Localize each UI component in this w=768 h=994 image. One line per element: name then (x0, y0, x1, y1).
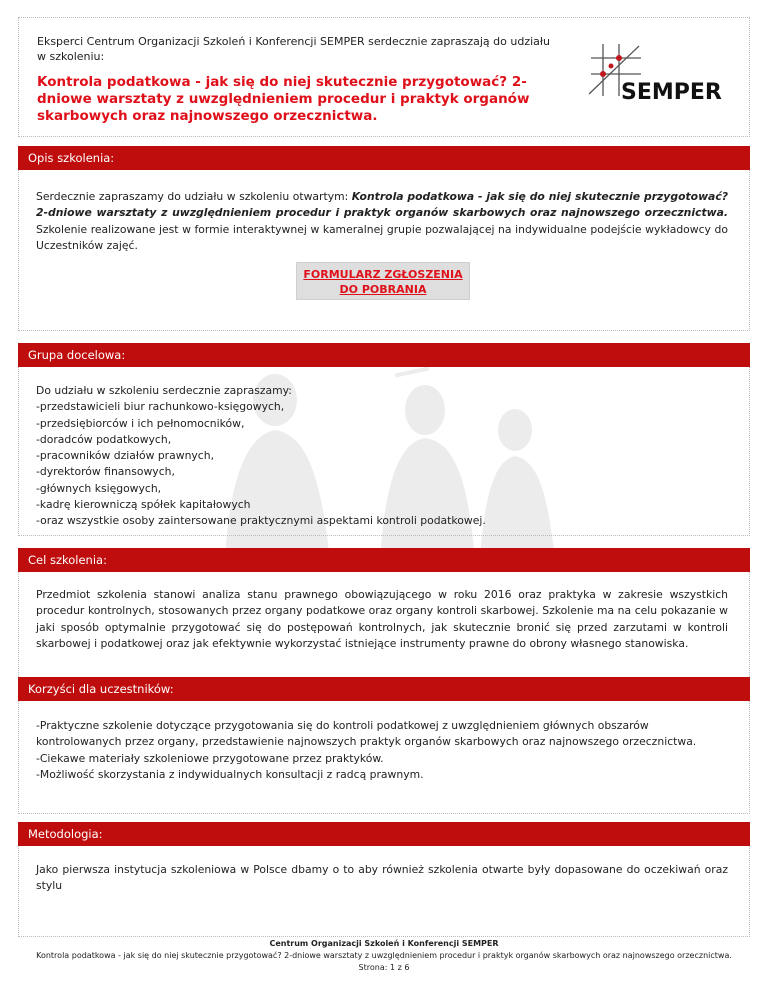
list-item: -dyrektorów finansowych, (36, 465, 175, 479)
cel-paragraph: Przedmiot szkolenia stanowi analiza stanu prawnego obowiązującego w roku 2016 oraz praktyka w zakresie wszystkich procedur kontrolnych, stosowanych przez organy podatkowe oraz organy kontroli skarbowej. Szkolenie ma na celu pokazanie w jaki sposób optymalnie przygotować się do postępowań kontrolnych, jak skutecznie bronić się przed zarzutami w kontroli skarbowej i podatkowej oraz jak efektywnie wykorzystać istniejące instrumenty prawne do obrony własnego stanowiska. (36, 588, 728, 650)
section-text-korzysci (36, 718, 728, 783)
list-item: -głównych księgowych, (36, 481, 162, 495)
footer-org: Centrum Organizacji Szkoleń i Konferencji SEMPER (269, 939, 499, 948)
list-item: -przedstawicieli biur rachunkowo-księgowych, (36, 400, 285, 414)
form-download-button[interactable] (296, 262, 470, 300)
section-text-opis (36, 189, 728, 254)
list-item: Do udziału w szkoleniu serdecznie zapraszamy: (36, 384, 292, 397)
section-text-cel (36, 587, 728, 652)
footer-course: Kontrola podatkowa - jak się do niej skutecznie przygotować? 2-dniowe warsztaty z uwzględnieniem procedur i praktyk organów skarbowych oraz najnowszego orzecznictwa. (36, 951, 732, 960)
form-button-line2: DO POBRANIA (339, 283, 427, 296)
list-item: -oraz wszystkie osoby zaintersowane praktycznymi aspektami kontroli podatkowej. (36, 514, 486, 528)
list-item: -kadrę kierowniczą spółek kapitałowych (36, 498, 251, 512)
section-header-korzysci: Korzyści dla uczestników: (18, 677, 750, 701)
metodologia-paragraph: Jako pierwsza instytucja szkoleniowa w Polsce dbamy o to aby również szkolenia otwarte były dopasowane do oczekiwań oraz stylu (36, 863, 728, 893)
list-item: -doradców podatkowych, (36, 432, 172, 446)
opis-lead: Serdecznie zapraszamy do udziału w szkoleniu otwartym: (36, 190, 352, 203)
header (18, 17, 750, 137)
list-item: -pracowników działów prawnych, (36, 449, 215, 463)
logo-text: SEMPER (621, 80, 722, 105)
semper-logo (585, 40, 725, 112)
intro-text: Eksperci Centrum Organizacji Szkoleń i Konferencji SEMPER serdecznie zapraszają do udziału w szkoleniu: (37, 35, 550, 63)
section-header-grupa: Grupa docelowa: (18, 343, 750, 367)
opis-emph: Kontrola podatkowa - jak się do niej skutecznie przygotować? 2-dniowe warsztaty z uwzględnieniem procedur i praktyk organów skarbowych oraz najnowszego orzecznictwa. (36, 190, 728, 220)
section-text-grupa (36, 383, 728, 530)
footer-page-number: Strona: 1 z 6 (358, 963, 410, 972)
list-item: -Praktyczne szkolenie dotyczące przygotowania się do kontroli podatkowej z uwzględnieniem głównych obszarów kontrolowanych przez organy, przedstawienie najnowszych praktyk organów skarbowych oraz najnowszego orzecznictwa. (36, 719, 697, 749)
opis-rest: Szkolenie realizowane jest w formie interaktywnej w kameralnej grupie pozwalającej na indywidualne podejście wykładowcy do Uczestników zajęć. (36, 222, 728, 252)
section-text-metodologia (36, 862, 728, 895)
list-item: -Możliwość skorzystania z indywidualnych konsultacji z radcą prawnym. (36, 767, 424, 781)
form-button-line1: FORMULARZ ZGŁOSZENIA (303, 268, 463, 281)
list-item: -Ciekawe materiały szkoleniowe przygotowane przez praktyków. (36, 751, 384, 765)
section-header-opis: Opis szkolenia: (18, 146, 750, 170)
list-item: -przedsiębiorców i ich pełnomocników, (36, 416, 245, 430)
section-header-cel: Cel szkolenia: (18, 548, 750, 572)
course-title: Kontrola podatkowa - jak się do niej skutecznie przygotować? 2-dniowe warsztaty z uwzględnieniem procedur i praktyk organów skarbowych oraz najnowszego orzecznictwa. (37, 74, 530, 124)
page-footer (0, 938, 768, 974)
section-header-metodologia: Metodologia: (18, 822, 750, 846)
